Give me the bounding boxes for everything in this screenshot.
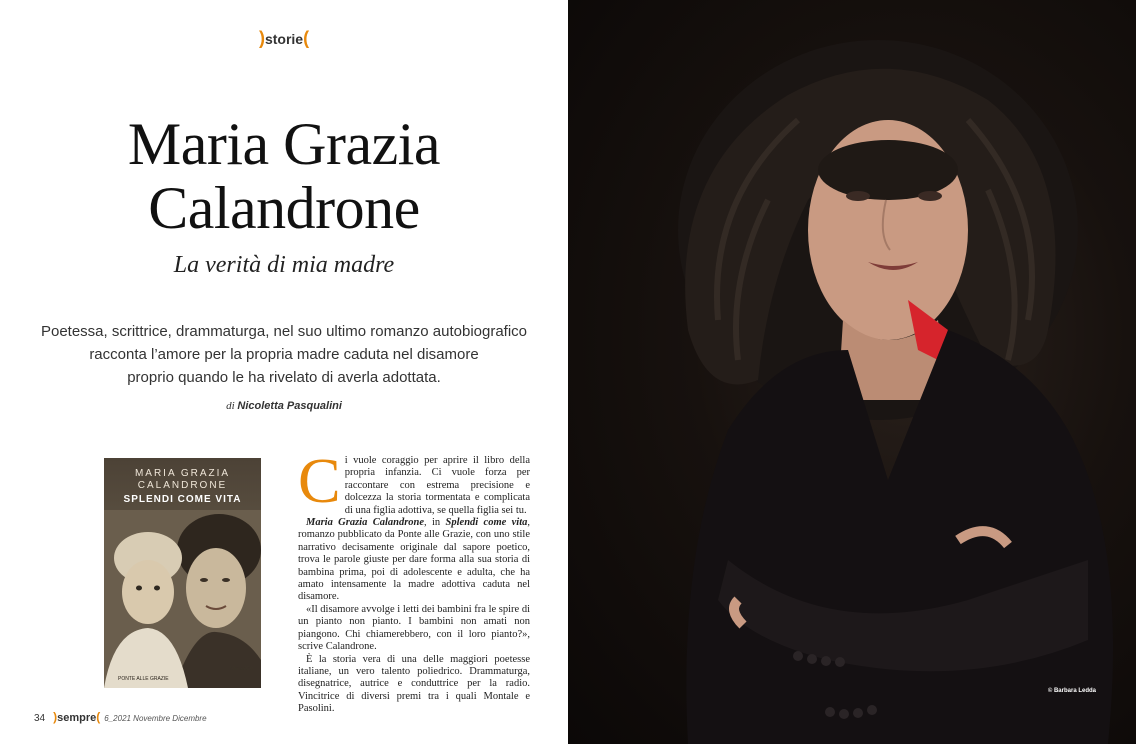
title-line-1: Maria Grazia xyxy=(127,111,441,177)
issue-info: 6_2021 Novembre Dicembre xyxy=(104,714,207,723)
lede-line-1: Poetessa, scrittrice, drammaturga, nel suo ultimo romanzo autobiografico xyxy=(40,323,528,340)
lede-line-2: racconta l’amore per la propria madre caduta nel disamore xyxy=(89,346,479,363)
magazine-name: sempre xyxy=(57,712,97,724)
book-title-emphasis: Splendi come vita xyxy=(445,517,528,529)
paragraph-1-text: i vuole coraggio per aprire il libro della propria infanzia. Ci vuole forza per raccontare con estrema precisione e dolcezza la storia tormentata e complicata di una figlia adottiva, se quella figlia sei tu. xyxy=(344,455,530,516)
book-title: SPLENDI COME VITA xyxy=(123,494,242,505)
byline-author: Nicoletta Pasqualini xyxy=(237,400,342,412)
book-author xyxy=(104,468,261,492)
title-line-2: Calandrone xyxy=(148,175,420,241)
paragraph-2-text: , romanzo pubblicato da Ponte alle Grazie, con uno stile narrativo decisamente originale dal sapore poetico, trova le parole giuste per dare forma alla sua storia di bambina prima, poi di adolescente e adulta, che ha amato intensamente la madre adottiva caduta nel disamore. xyxy=(298,517,530,603)
byline-prefix: di xyxy=(226,400,235,412)
magazine-bracket-close: ( xyxy=(96,710,101,724)
author-name-emphasis: Maria Grazia Calandrone xyxy=(306,517,425,529)
drop-cap: C xyxy=(298,445,341,516)
book-series: romanzo xyxy=(229,666,253,672)
article-subtitle: La verità di mia madre xyxy=(173,252,395,278)
page-footer xyxy=(34,710,207,724)
section-tag xyxy=(0,28,568,49)
paragraph-2-connector: , in xyxy=(424,517,446,529)
book-author-line-1: MARIA GRAZIA xyxy=(134,468,231,479)
section-bracket-open: ) xyxy=(258,28,265,48)
paragraph-2 xyxy=(298,517,530,604)
paragraph-3: «Il disamore avvolge i letti dei bambini fra le spire di un pianto non pianto. I bambini non amati non piangono. Chi chiamerebbero, con il loro pianto?», scrive Calandrone. xyxy=(298,603,530,653)
book-cover xyxy=(104,458,261,688)
right-page xyxy=(568,0,1136,744)
book-cover-photo xyxy=(104,510,261,688)
article-body xyxy=(298,445,530,716)
magazine-bracket-open: ) xyxy=(53,710,58,724)
book-publisher: PONTE ALLE GRAZIE xyxy=(118,676,169,682)
paragraph-4: È la storia vera di una delle maggiori poetesse italiane, un vero talento poliedrico. Drammaturga, disegnatrice, autrice e conduttrice per la radio. Vincitrice di diversi premi tra i quali Montale e Pasolini. xyxy=(298,653,530,715)
byline xyxy=(0,400,568,412)
photo-credit: © Barbara Ledda xyxy=(1047,688,1096,694)
lede-line-3: proprio quando le ha rivelato di averla adottata. xyxy=(127,369,441,386)
article-lede xyxy=(40,320,528,389)
book-author-line-2: CALANDRONE xyxy=(137,480,228,491)
paragraph-1 xyxy=(298,445,530,517)
section-bracket-close: ( xyxy=(303,28,310,48)
section-label: storie xyxy=(264,31,304,47)
portrait-photo xyxy=(568,0,1136,744)
article-title xyxy=(0,112,568,240)
page-number: 34 xyxy=(34,713,46,724)
